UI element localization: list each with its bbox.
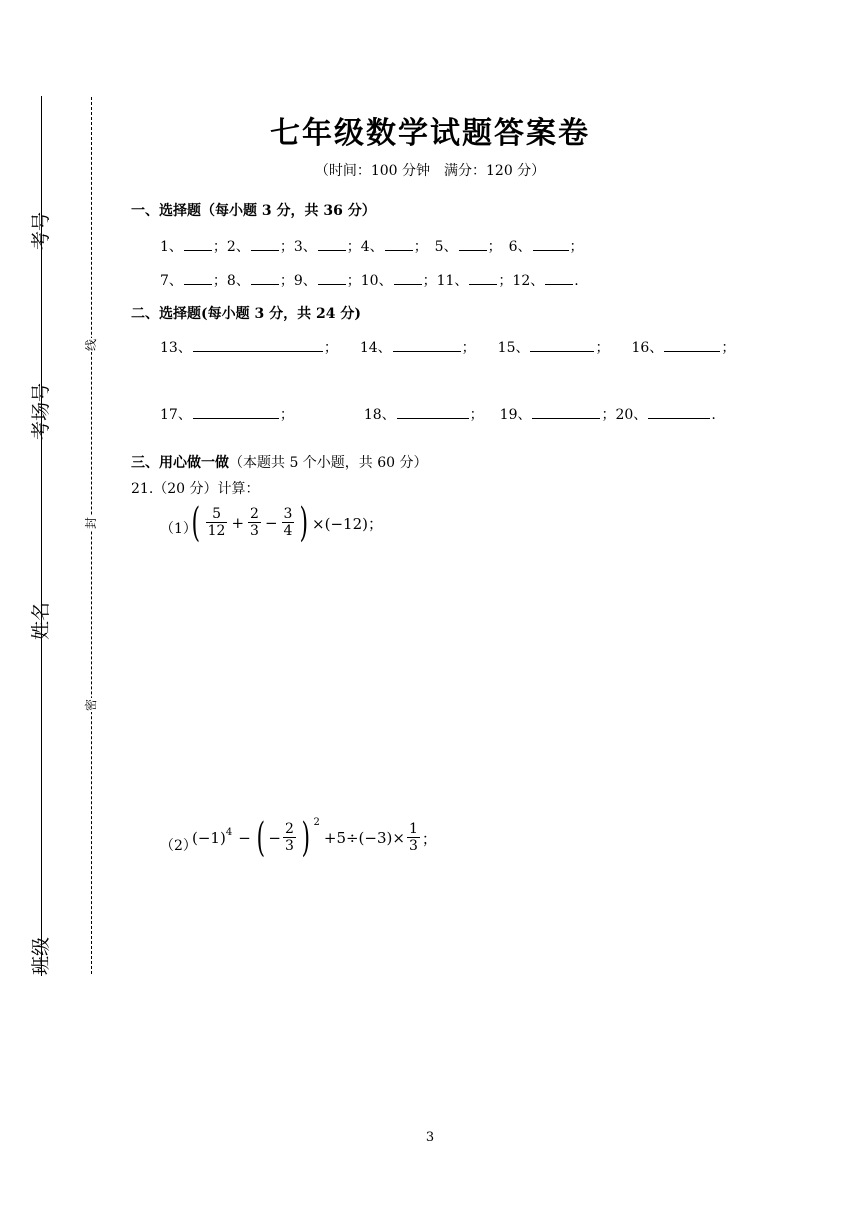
section2-row2: [160, 404, 716, 424]
answer-label-6: ； 6、: [487, 239, 532, 255]
left-paren: (: [191, 500, 201, 546]
expression-2-head: (−1): [192, 829, 226, 847]
sub1-label: （1）: [160, 521, 197, 537]
fraction-numerator: 3: [283, 506, 293, 522]
fraction-denominator: 3: [250, 523, 259, 539]
fraction-denominator: 12: [207, 523, 226, 539]
sub2-label: （2）: [160, 838, 197, 854]
fraction-numerator: 5: [212, 506, 221, 522]
answer-end-16: ；: [721, 340, 736, 356]
expression-1-tail: ×(−12)；: [312, 514, 383, 533]
answer-label-9: ；9、: [279, 273, 317, 289]
answer-end-13: ；: [323, 340, 338, 356]
fraction-numerator: 2: [284, 821, 294, 837]
answer-blank-17[interactable]: [193, 404, 279, 419]
answer-label-17: 17、: [160, 407, 192, 423]
answer-blank-1[interactable]: [184, 236, 212, 251]
section3-heading-rest: （本题共 5 个小题，共 60 分）: [229, 455, 428, 471]
answer-end-18: ；: [469, 407, 484, 423]
answer-label-11: ；11、: [422, 273, 469, 289]
answer-label-3: ；3、: [279, 239, 317, 255]
answer-label-4: ；4、: [346, 239, 384, 255]
page-title: 七年级数学试题答案卷: [270, 116, 590, 151]
question-21: 21.（20 分）计算：: [131, 481, 260, 497]
answer-blank-16[interactable]: [664, 337, 720, 352]
fraction-5-12: [206, 506, 228, 540]
answer-end-17: ；: [279, 407, 294, 423]
answer-label-16: 16、: [631, 340, 664, 356]
answer-label-19: 19、: [499, 407, 532, 423]
answer-blank-12[interactable]: [545, 270, 573, 285]
answer-end-20: .: [711, 407, 716, 423]
answer-label-20: ；20、: [601, 407, 648, 423]
answer-blank-19[interactable]: [532, 404, 600, 419]
section1-heading-text: 一、选择题（每小题 3 分，共 36 分）: [131, 203, 376, 219]
answer-blank-9[interactable]: [318, 270, 346, 285]
fraction-denominator: 3: [284, 838, 294, 854]
seal-dashed-line: [91, 97, 92, 974]
fraction-3-4: [282, 506, 295, 540]
minus-sign: −: [264, 514, 278, 532]
answer-blank-3[interactable]: [318, 236, 346, 251]
page-number: 3: [425, 1130, 435, 1145]
exponent-2: 2: [313, 816, 320, 828]
section1-row2: [160, 270, 579, 290]
answer-blank-8[interactable]: [251, 270, 279, 285]
answer-label-2: ；2、: [212, 239, 250, 255]
expression-1: [188, 500, 383, 546]
answer-blank-4[interactable]: [385, 236, 413, 251]
answer-label-8: ；8、: [212, 273, 250, 289]
answer-blank-13[interactable]: [193, 337, 323, 352]
section2-heading-text: 二、选择题(每小题 3 分，共 24 分): [131, 306, 361, 322]
right-paren: ): [299, 500, 309, 546]
expression-2-tail: ；: [421, 829, 437, 848]
left-paren: (: [256, 815, 265, 861]
answer-label-10: ；10、: [346, 273, 393, 289]
plus-sign: +: [231, 514, 245, 532]
answer-label-12: ；12、: [498, 273, 545, 289]
answer-end-12: .: [574, 273, 579, 289]
answer-blank-5[interactable]: [459, 236, 487, 251]
inner-minus-sign: −: [268, 829, 281, 847]
section1-row1: [160, 236, 584, 256]
answer-label-7: 7、: [160, 273, 183, 289]
section3-heading-bold: 三、用心做一做: [131, 455, 229, 471]
exam-room-label: 考场号: [30, 382, 52, 440]
seal-seal-char: 封: [84, 517, 98, 530]
answer-label-18: 18、: [363, 407, 396, 423]
fraction-denominator: 4: [283, 523, 293, 539]
expression-2-middle: +5÷(−3)×: [323, 829, 405, 847]
answer-end-15: ；: [595, 340, 610, 356]
right-paren: ): [301, 815, 310, 861]
fraction-numerator: 2: [250, 506, 259, 522]
answer-blank-14[interactable]: [393, 337, 461, 352]
section1-heading: [131, 200, 376, 220]
answer-blank-7[interactable]: [184, 270, 212, 285]
answer-label-14: 14、: [359, 340, 392, 356]
fraction-1-3: [407, 821, 420, 855]
exam-number-label: 考号: [30, 211, 52, 250]
answer-end-14: ；: [461, 340, 476, 356]
answer-label-15: 15、: [497, 340, 530, 356]
answer-label-5: ； 5、: [413, 239, 458, 255]
fraction-2-3: [248, 506, 261, 540]
answer-blank-15[interactable]: [530, 337, 594, 352]
fraction-numerator: 1: [408, 821, 418, 837]
answer-blank-6[interactable]: [533, 236, 569, 251]
answer-blank-18[interactable]: [397, 404, 469, 419]
seal-line-char: 线: [84, 339, 98, 352]
answer-blank-10[interactable]: [394, 270, 422, 285]
exponent-4: 4: [225, 826, 233, 838]
page-subtitle: （时间：100 分钟 满分：120 分）: [314, 163, 546, 179]
answer-blank-20[interactable]: [648, 404, 710, 419]
fraction-2-3: [283, 821, 296, 855]
name-label: 姓名: [30, 601, 52, 640]
answer-blank-2[interactable]: [251, 236, 279, 251]
class-label: 班级: [30, 936, 52, 975]
fraction-denominator: 3: [408, 838, 418, 854]
expression-2: [192, 815, 437, 861]
answer-label-13: 13、: [160, 340, 192, 356]
answer-blank-11[interactable]: [469, 270, 497, 285]
minus-sign: −: [238, 829, 251, 847]
answer-end-6: ；: [569, 239, 584, 255]
answer-label-1: 1、: [160, 239, 183, 255]
section2-heading: [131, 303, 361, 323]
section2-row1: [160, 337, 735, 357]
seal-secret-char: 密: [84, 699, 98, 712]
section3-heading: [131, 452, 428, 472]
